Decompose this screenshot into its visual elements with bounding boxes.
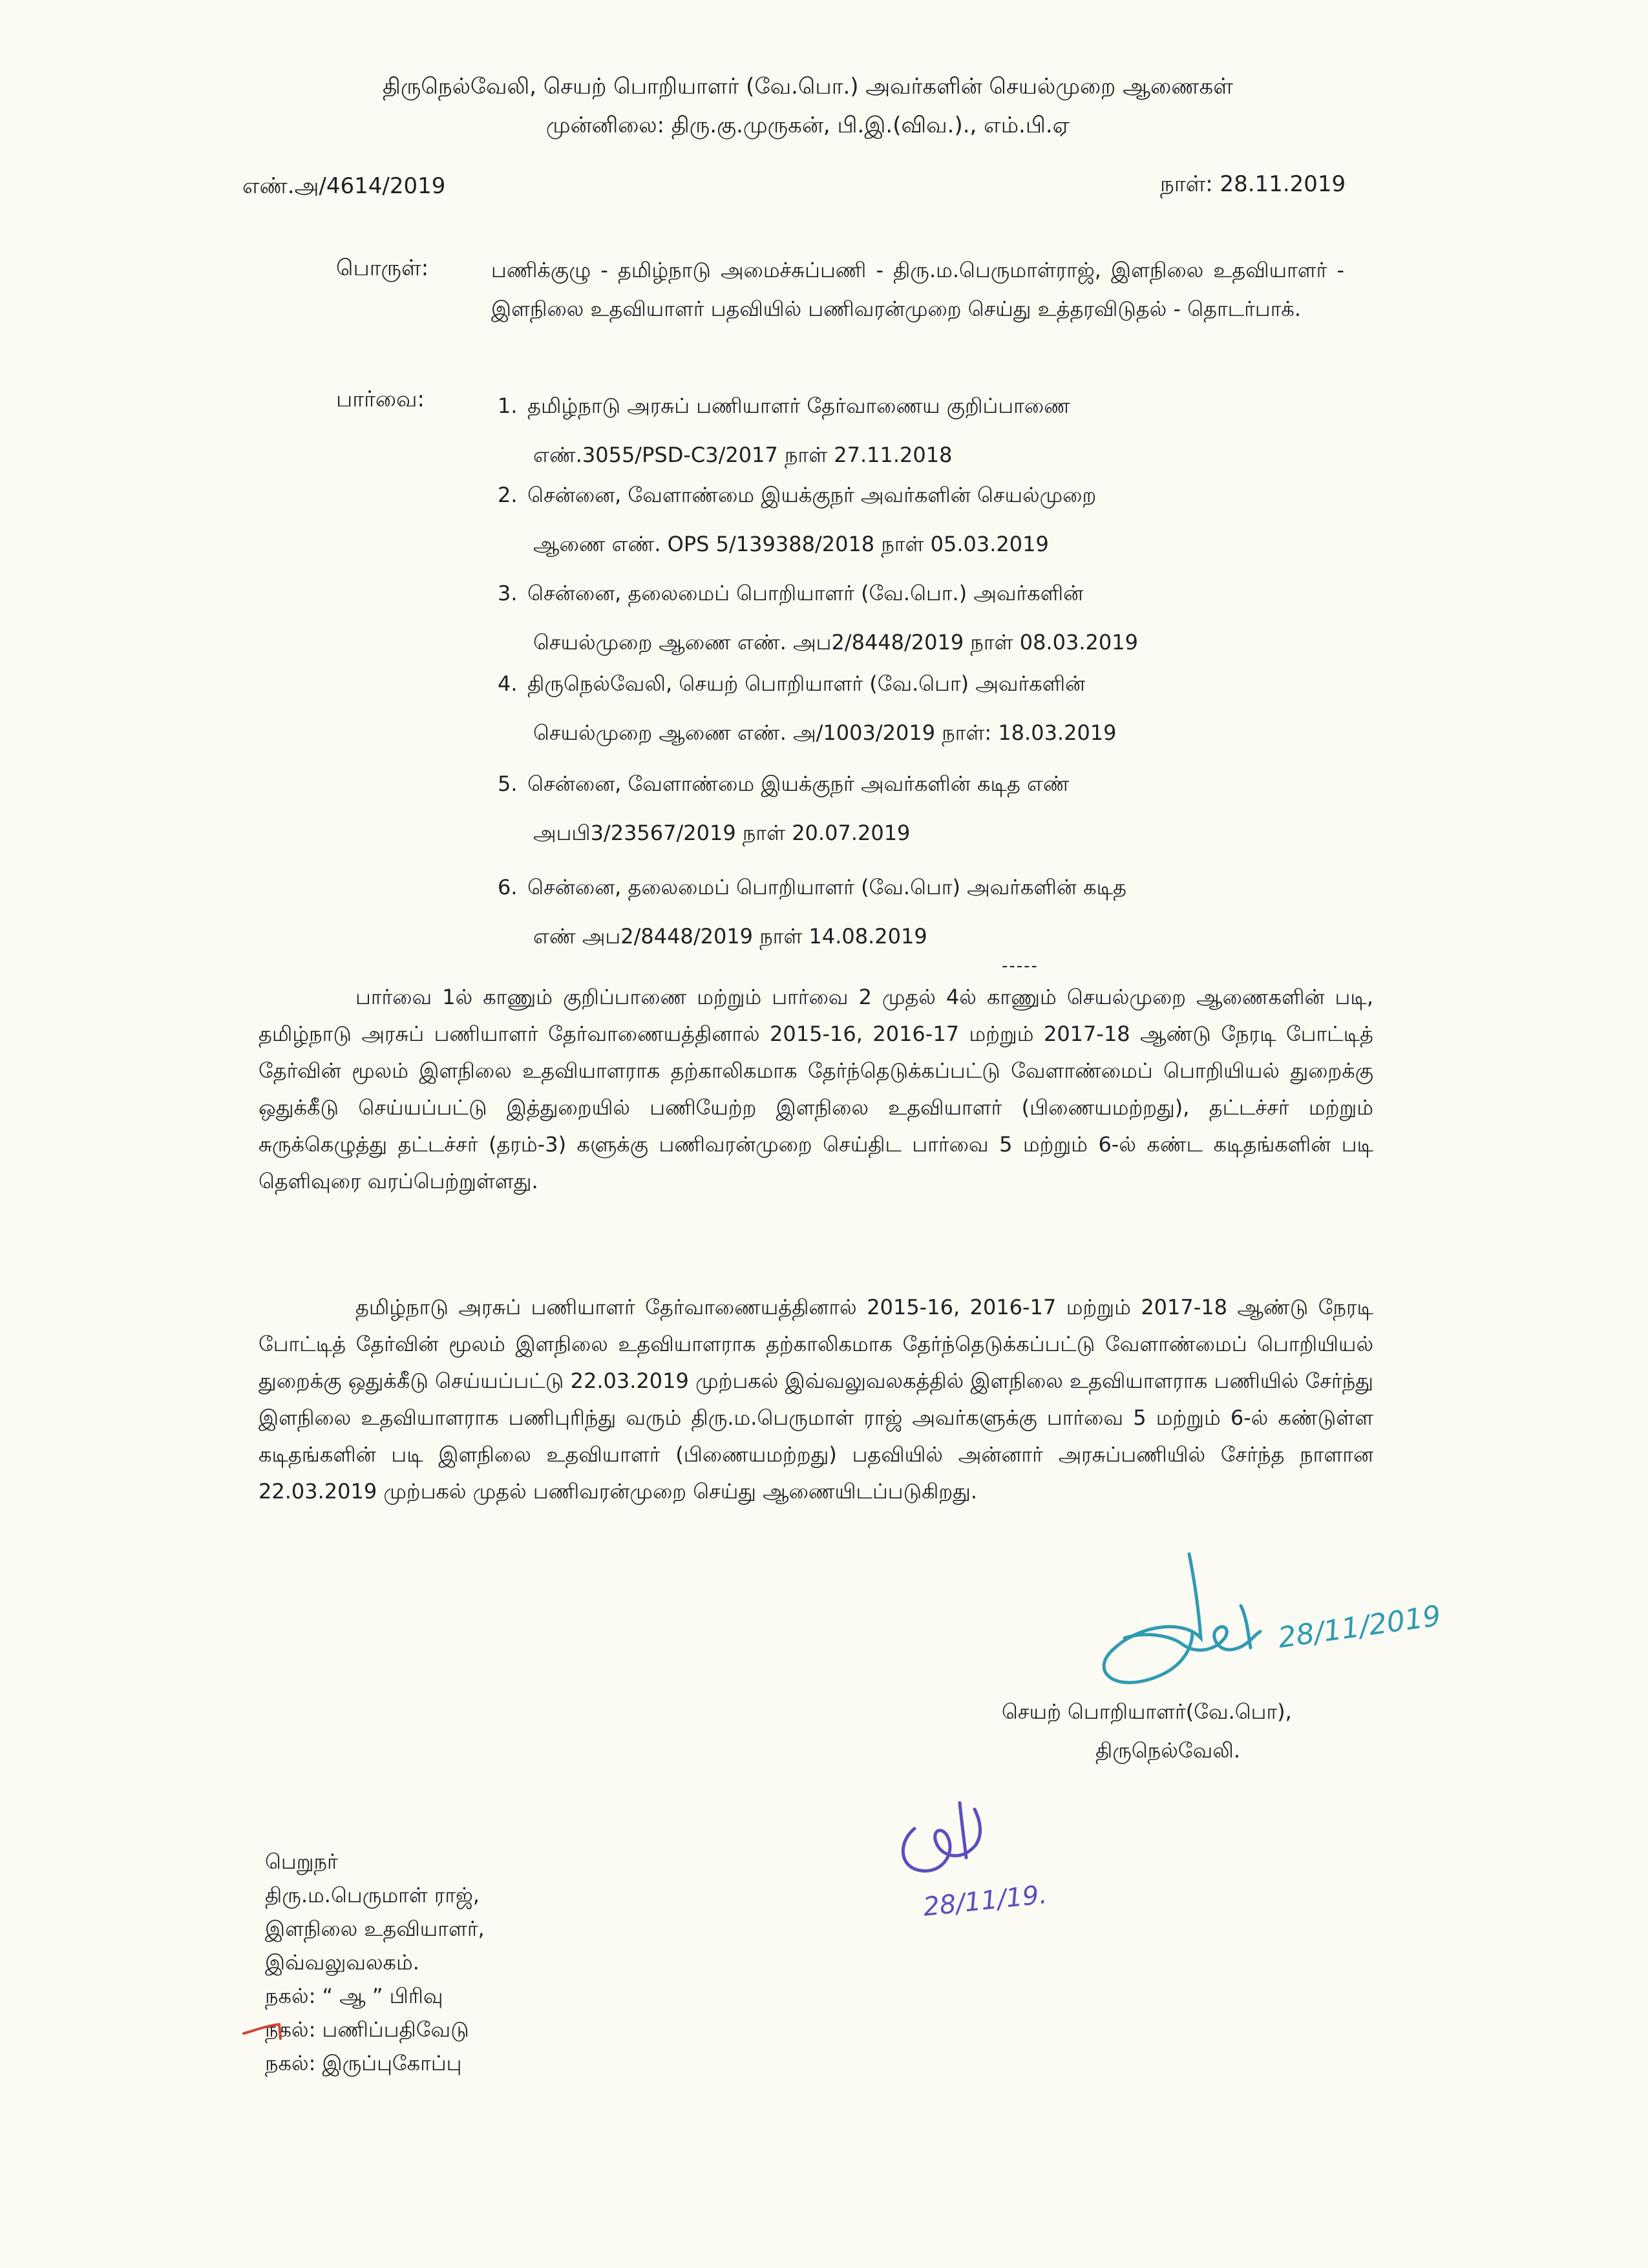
initials-date: 28/11/19. [922,1880,1049,1922]
reference-line: செயல்முறை ஆணை எண். அப2/8448/2019 நாள் 08.03.2019 [533,630,1138,655]
reference-line: திருநெல்வேலி, செயற் பொறியாளர் (வே.பொ) அவர்களின் [527,671,1086,696]
reference-number-label: 2. [498,483,518,507]
reference-number: எண்.அ/4614/2019 [242,173,446,199]
signatory-place: திருநெல்வேலி. [1095,1738,1240,1763]
reference-line: ஆணை எண். OPS 5/139388/2018 நாள் 05.03.2019 [533,532,1049,556]
red-tick-mark [240,2019,292,2045]
reference-item [498,381,1357,479]
reference-number-label: 4. [498,671,518,696]
recipient-line: பெறுநர் [265,1849,338,1874]
reference-line: சென்னை, வேளாண்மை இயக்குநர் அவர்களின் செயல்முறை [527,483,1097,507]
copy-line: நகல்: பணிப்பதிவேடு [265,2017,469,2042]
reference-number-label: 3. [498,581,518,605]
handwritten-initials [885,1783,1092,1932]
header-title: திருநெல்வேலி, செயற் பொறியாளர் (வே.பொ.) அவர்களின் செயல்முறை ஆணைகள் [383,74,1233,100]
subject-text: பணிக்குழு - தமிழ்நாடு அமைச்சுப்பணி - திரு.ம.பெருமாள்ராஜ், இளநிலை உதவியாளர் - இளநிலை உதவியாளர் பதவியில் பணிவரன்முறை செய்து உத்தரவிடுதல் - தொடர்பாக். [491,258,1344,321]
body-paragraph: பார்வை 1ல் காணும் குறிப்பாணை மற்றும் பார்வை 2 முதல் 4ல் காணும் செயல்முறை ஆணைகளின் படி, தமிழ்நாடு அரசுப் பணியாளர் தேர்வாணையத்தினால் 2015-16, 2016-17 மற்றும் 2017-18 ஆண்டு நேரடி போட்டித் தேர்வின் மூலம் இளநிலை உதவியாளராக தற்காலிகமாக தேர்ந்தெடுக்கப்பட்டு வேளாண்மைப் பொறியியல் துறைக்கு ஒதுக்கீடு செய்யப்பட்டு இத்துறையில் பணியேற்ற இளநிலை உதவியாளர் (பிணையமற்றது), தட்டச்சர் மற்றும் சுருக்கெழுத்து தட்டச்சர் (தரம்-3) களுக்கு பணிவரன்முறை செய்திட பார்வை 5 மற்றும் 6-ல் கண்ட கடிதங்களின் படி தெளிவுரை வரப்பெற்றுள்ளது. [259,985,1373,1193]
subject-label: பொருள்: [336,255,429,281]
reference-number-label: 6. [498,875,518,899]
order-date: நாள்: 28.11.2019 [1160,171,1346,197]
signature-date: 28/11/2019 [1276,1599,1443,1655]
reference-number-label: 1. [498,394,518,418]
body-paragraph: தமிழ்நாடு அரசுப் பணியாளர் தேர்வாணையத்தினால் 2015-16, 2016-17 மற்றும் 2017-18 ஆண்டு நேரடி போட்டித் தேர்வின் மூலம் இளநிலை உதவியாளராக தற்காலிகமாக தேர்ந்தெடுக்கப்பட்டு வேளாண்மைப் பொறியியல் துறைக்கு ஒதுக்கீடு செய்யப்பட்டு 22.03.2019 முற்பகல் இவ்வலுவலகத்தில் இளநிலை உதவியாளராக பணியில் சேர்ந்து இளநிலை உதவியாளராக பணிபுரிந்து வரும் திரு.ம.பெருமாள் ராஜ் அவர்களுக்கு பார்வை 5 மற்றும் 6-ல் கண்டுள்ள கடிதங்களின் படி இளநிலை உதவியாளர் (பிணையமற்றது) பதவியில் அன்னார் அரசுப்பணியில் சேர்ந்த நாளான 22.03.2019 முற்பகல் முதல் பணிவரன்முறை செய்து ஆணையிடப்படுகிறது. [259,1295,1373,1504]
reference-number-label: 5. [498,772,518,796]
recipient-block [265,1845,485,2080]
reference-line: சென்னை, தலைமைப் பொறியாளர் (வே.பொ) அவர்களின் கடித [527,875,1126,899]
recipient-line: இளநிலை உதவியாளர், [265,1916,485,1941]
copy-line: நகல்: “ ஆ ” பிரிவு [265,1984,443,2008]
copy-line: நகல்: இருப்புகோப்பு [265,2051,462,2075]
references-label: பார்வை: [336,386,425,412]
signatory-title: செயற் பொறியாளர்(வே.பொ), [1002,1699,1292,1724]
reference-line: தமிழ்நாடு அரசுப் பணியாளர் தேர்வாணைய குறிப்பாணை [527,394,1070,418]
reference-item [498,759,1357,857]
reference-line: செயல்முறை ஆணை எண். அ/1003/2019 நாள்: 18.03.2019 [533,720,1117,745]
handwritten-signature [1086,1541,1474,1696]
reference-line: எண் அப2/8448/2019 நாள் 14.08.2019 [533,924,927,949]
reference-item [498,470,1357,569]
reference-item [498,863,1357,961]
reference-item [498,569,1357,667]
reference-line: அபபி3/23567/2019 நாள் 20.07.2019 [533,821,911,845]
reference-item [498,659,1357,757]
recipient-line: இவ்வலுவலகம். [265,1950,419,1975]
reference-line: எண்.3055/PSD-C3/2017 நாள் 27.11.2018 [533,443,953,467]
reference-line: சென்னை, வேளாண்மை இயக்குநர் அவர்களின் கடித எண் [527,772,1070,796]
recipient-line: திரு.ம.பெருமாள் ராஜ், [265,1883,480,1907]
separator: ----- [1002,956,1039,976]
header-presence: முன்னிலை: திரு.கு.முருகன், பி.இ.(விவ.)., எம்.பி.ஏ [545,112,1070,138]
reference-line: சென்னை, தலைமைப் பொறியாளர் (வே.பொ.) அவர்களின் [527,581,1084,605]
